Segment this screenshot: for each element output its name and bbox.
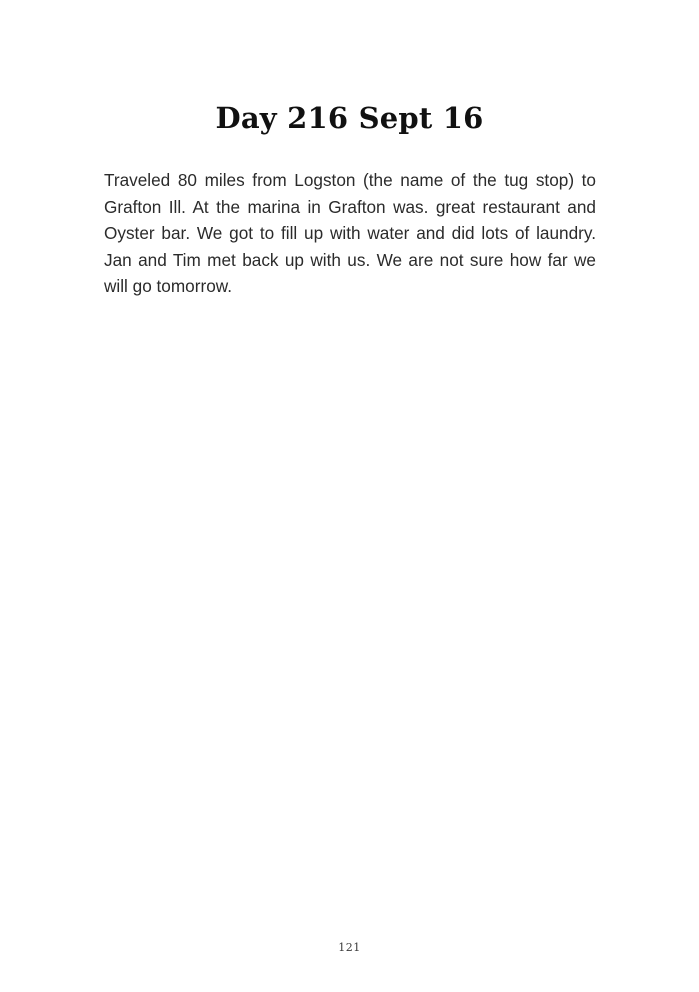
page-title: Day 216 Sept 16	[215, 101, 484, 136]
page-number: 121	[338, 941, 361, 954]
body-paragraph: Traveled 80 miles from Logston (the name of the tug stop) to Grafton Ill. At the marina in Grafton was. great restaurant and Oyster bar. We got to fill up with water and did lots of laundry. Jan and Tim met back up with us. We are not sure how far we will go tomorrow.	[104, 170, 596, 297]
